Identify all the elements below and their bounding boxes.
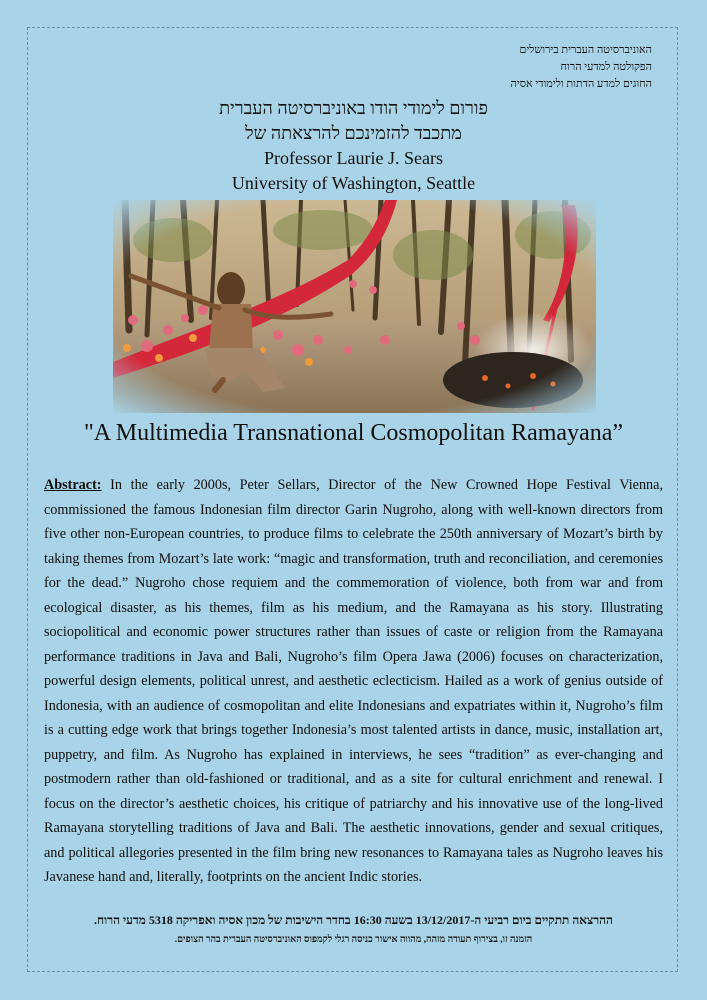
invite-line: מתכבד להזמינכם להרצאתה של: [245, 123, 462, 143]
speaker-affiliation: University of Washington, Seattle: [231, 173, 476, 193]
speaker-name: Professor Laurie J. Sears: [264, 148, 443, 168]
forum-name: פורום לימודי הודו באוניברסיטה העברית: [219, 98, 488, 118]
abstract-label: Abstract:: [44, 477, 102, 493]
abstract-text: In the early 2000s, Peter Sellars, Director of the New Crowned Hope Festival Vienna, commissioned the famous Indonesian film director Garin Nugroho, along with well-known directors from five other non-European countries, to produce films to celebrate the 250th anniversary of Mozart’s birth by taking themes from Mozart’s late work: “magic and transformation, truth and reconciliation, and ceremonies for the dead.” Nugroho chose requiem and the commemoration of violence, both from war and from ecological disaster, as his themes, film as his medium, and the Ramayana as his story. Illustrating sociopolitical and economic power structures rather than issues of caste or religion from the Ramayana performance traditions in Java and Bali, Nugroho’s film Opera Jawa (2006) focuses on characterization, powerful design elements, political unrest, and aesthetic eclecticism. Hailed as a work of genius outside of Indonesia, with an audience of cosmopolitan and elite Indonesians and expatriates within it, Nugroho’s film is a cutting edge work that brings together Indonesia’s most talented artists in dance, music, installation art, puppetry, and film. As Nugroho has explained in interviews, he sees “tradition” as ever-changing and postmodern rather than old-fashioned or traditional, and as a site for cultural enrichment and renewal. I focus on the director’s aesthetic choices, his critique of patriarchy and his innovative use of the long-lived Ramayana storytelling traditions of Java and Bali. The aesthetic innovations, gender and sexual critiques, and political allegories presented in the film bring new resonances to Ramayana tales as Nugroho leaves his Javanese hand and, literally, footprints on the ancient Indic stories.: [44, 477, 663, 885]
talk-title: "A Multimedia Transnational Cosmopolitan Ramayana”: [83, 420, 624, 446]
university-name: האוניברסיטה העברית בירושלים: [519, 44, 652, 56]
institution-header: [511, 42, 653, 93]
abstract-paragraph: [44, 473, 663, 890]
event-footer: [0, 910, 707, 950]
invitation-block: [0, 96, 707, 196]
faculty-name: הפקולטה למדעי הרוח: [560, 61, 652, 73]
department-name: החוגים למדע הדתות ולימודי אסיה: [510, 78, 652, 90]
parking-note: הזמנה זו, בצירוף תעודה מזהה, מהווה אישור כניסה רגלי לקמפוס האוניברסיטה העברית בהר הצופים.: [174, 935, 533, 945]
film-still-photo: [113, 200, 596, 413]
event-details: ההרצאה תתקיים ביום רביעי ה-13/12/2017 בשעה 16:30 בחדר הישיבות של מכון אסיה ואפריקה 5318 מדעי הרוח.: [94, 913, 613, 927]
